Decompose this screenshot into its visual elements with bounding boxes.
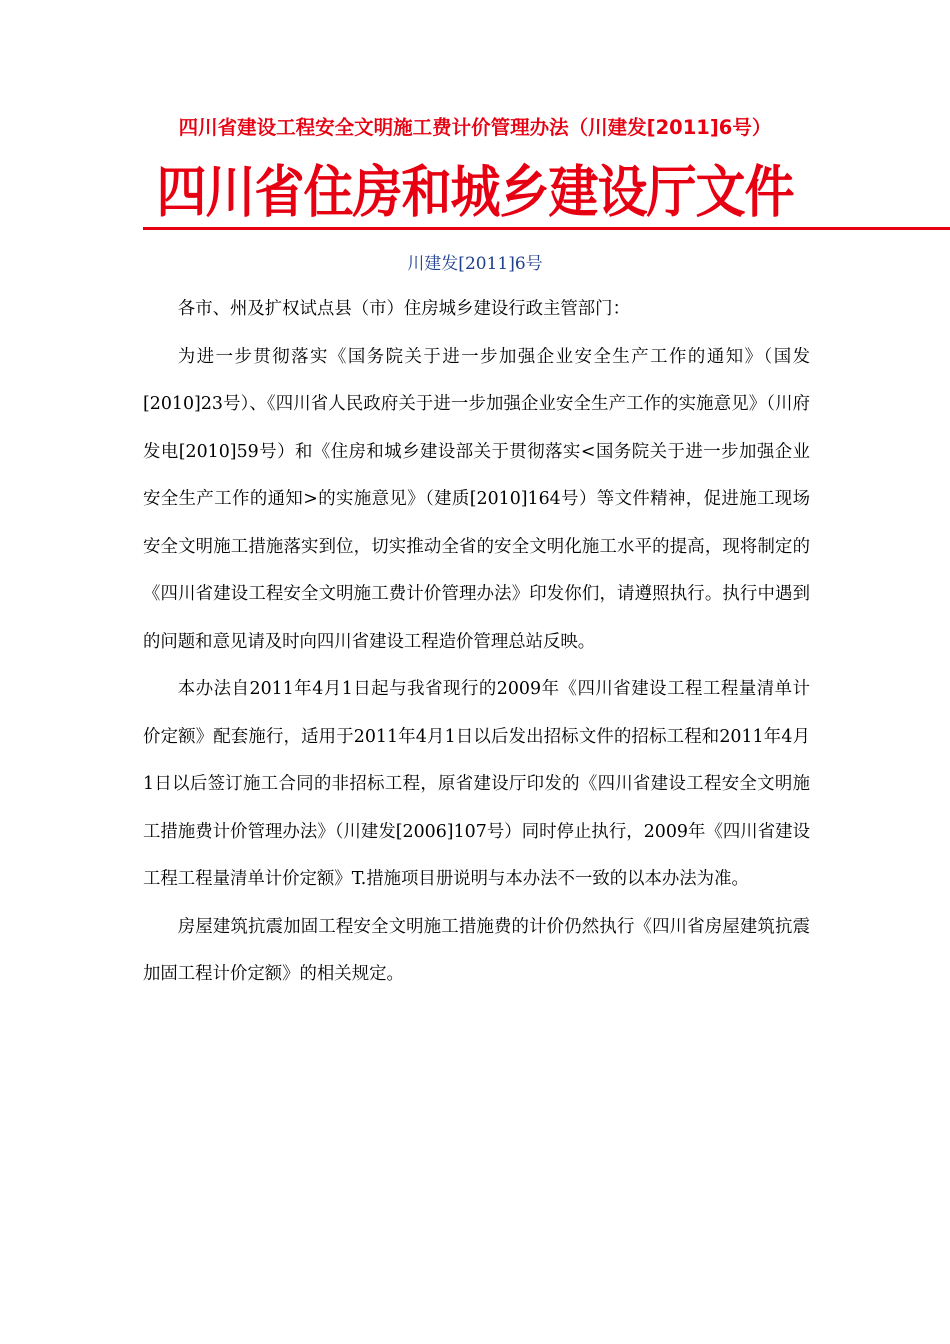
document-number: 川建发[2011]6号 [407, 254, 543, 274]
document-title: 四川省建设工程安全文明施工费计价管理办法（川建发[2011]6号） [178, 116, 772, 139]
masthead-title: 四川省住房和城乡建设厅文件 [156, 160, 794, 226]
salutation: 各市、州及扩权试点县（市）住房城乡建设行政主管部门： [177, 299, 630, 319]
document-body [143, 286, 810, 999]
body-paragraph-3: 房屋建筑抗震加固工程安全文明施工措施费的计价仍然执行《四川省房屋建筑抗震加固工程计价定额》的相关规定。 [143, 916, 810, 984]
red-divider [143, 227, 950, 230]
body-paragraph-1: 为进一步贯彻落实《国务院关于进一步加强企业安全生产工作的通知》（国发[2010]23号）、《四川省人民政府关于进一步加强企业安全生产工作的实施意见》（川府发电[2010]59号）和《住房和城乡建设部关于贯彻落实<国务院关于进一步加强企业安全生产工作的通知>的实施意见》（建质[2010]164号）等文件精神，促进施工现场安全文明施工措施落实到位，切实推动全省的安全文明化施工水平的提高，现将制定的《四川省建设工程安全文明施工费计价管理办法》印发你们，请遵照执行。执行中遇到的问题和意见请及时向四川省建设工程造价管理总站反映。 [143, 346, 810, 652]
body-paragraph-2: 本办法自2011年4月1日起与我省现行的2009年《四川省建设工程工程量清单计价定额》配套施行，适用于2011年4月1日以后发出招标文件的招标工程和2011年4月1日以后签订施工合同的非招标工程，原省建设厅印发的《四川省建设工程安全文明施工措施费计价管理办法》（川建发[2006]107号）同时停止执行，2009年《四川省建设工程工程量清单计价定额》T.措施项目册说明与本办法不一致的以本办法为准。 [143, 679, 810, 889]
